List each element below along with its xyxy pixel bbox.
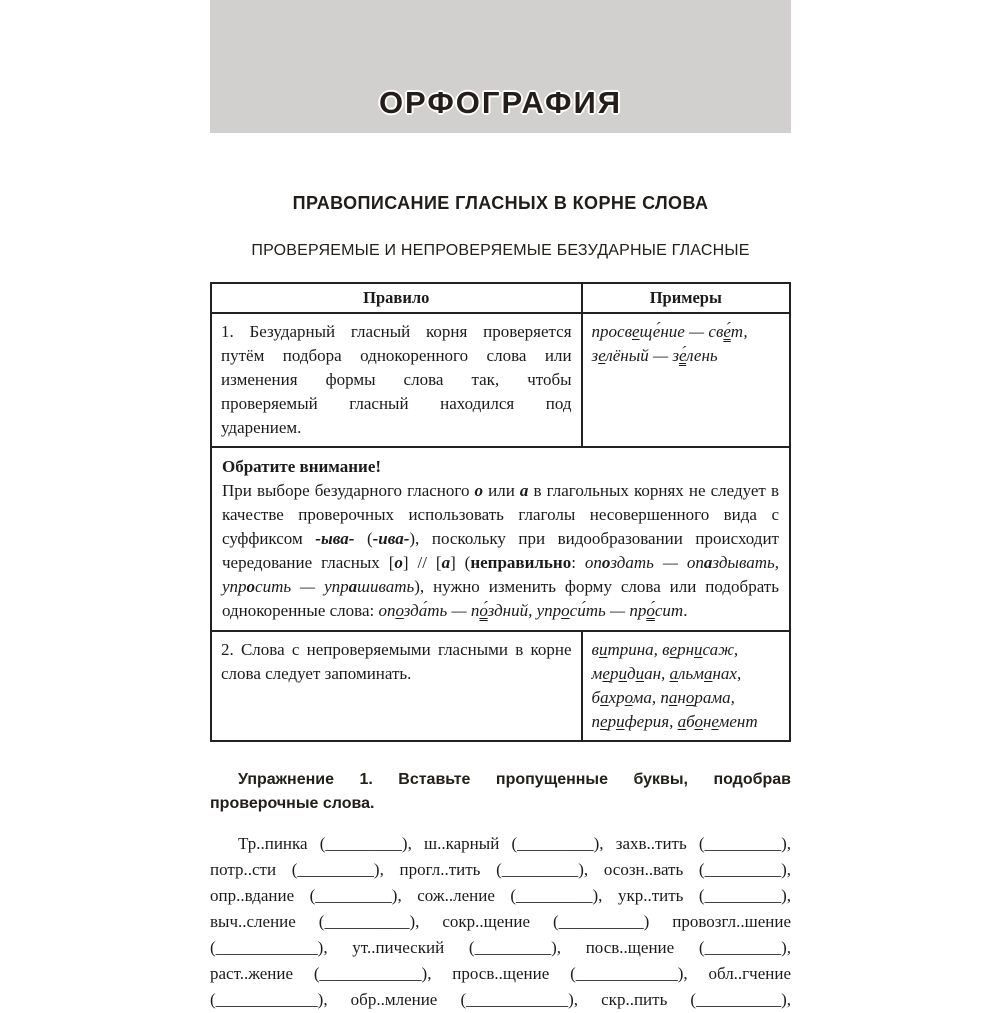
page-content	[210, 0, 791, 1013]
note-paragraph: При выборе безударного гласного о или а в глагольных корнях не следует в качестве проверочных использовать глаголы несовершенного вида с суффиксом -ыва- (-ива-), поскольку при видообразовании происходит чередование гласных [о] // [а] (неправильно: опоздать — опаздывать, упросить — упрашивать), нужно изменить форму слова или подобрать однокоренные слова: опозда́ть — по́здний, упроси́ть — про́сит.	[222, 481, 779, 620]
exercise-line: опр..вдание (_________), сож..ление (_________), укр..тить (_________),	[210, 886, 791, 905]
exercise-text	[210, 831, 791, 1013]
page-title: ОРФОГРАФИЯ	[378, 85, 623, 120]
header-band	[210, 0, 791, 133]
example-line: периферия, абонемент	[591, 712, 758, 731]
exercise-line: потр..сти (_________), прогл..тить (_________), осозн..вать (_________),	[210, 860, 791, 879]
example-line: меридиан, альманах,	[591, 664, 742, 683]
exercise-line: выч..сление (__________), сокр..щение (__________) провозгл..шение	[210, 912, 791, 931]
examples-2-cell	[582, 631, 790, 741]
table-header-row	[211, 283, 790, 313]
exercise-line: Тр..пинка (_________), ш..карный (_________), захв..тить (_________),	[238, 834, 791, 853]
exercise-line: (____________), обр..мление (____________), скр..пить (__________),	[210, 990, 791, 1009]
table-row	[211, 631, 790, 741]
rule-1-cell: 1. Безударный гласный корня проверяется путём подбора однокоренного слова или изменения формы слова так, чтобы проверяемый гласный находился под ударением.	[211, 313, 582, 447]
table-row	[211, 313, 790, 447]
note-title: Обратите внимание!	[222, 457, 382, 476]
examples-1-cell	[582, 313, 790, 447]
column-header-rule: Правило	[211, 283, 582, 313]
note-cell	[211, 447, 790, 631]
example-line: просвеще́ние — све́т,	[591, 322, 748, 341]
rule-2-cell: 2. Слова с непроверяемыми гласными в корне слова следует запоминать.	[211, 631, 582, 741]
example-line: бахрома, панорама,	[591, 688, 735, 707]
exercise-line: (____________), ут..пический (_________), посв..щение (_________),	[210, 938, 791, 957]
subsection-title: ПРОВЕРЯЕМЫЕ И НЕПРОВЕРЯЕМЫЕ БЕЗУДАРНЫЕ ГЛАСНЫЕ	[251, 242, 750, 259]
section-title: ПРАВОПИСАНИЕ ГЛАСНЫХ В КОРНЕ СЛОВА	[292, 193, 709, 213]
table-row	[211, 447, 790, 631]
example-line: зелёный — зе́лень	[591, 346, 718, 365]
rules-table	[210, 282, 791, 742]
exercise-line: раст..жение (____________), просв..щение (____________), обл..гчение	[210, 964, 791, 983]
example-line: витрина, вернисаж,	[591, 640, 739, 659]
exercise-heading: Упражнение 1. Вставьте пропущенные буквы, подобрав проверочные слова.	[210, 771, 791, 812]
column-header-examples: Примеры	[582, 283, 790, 313]
